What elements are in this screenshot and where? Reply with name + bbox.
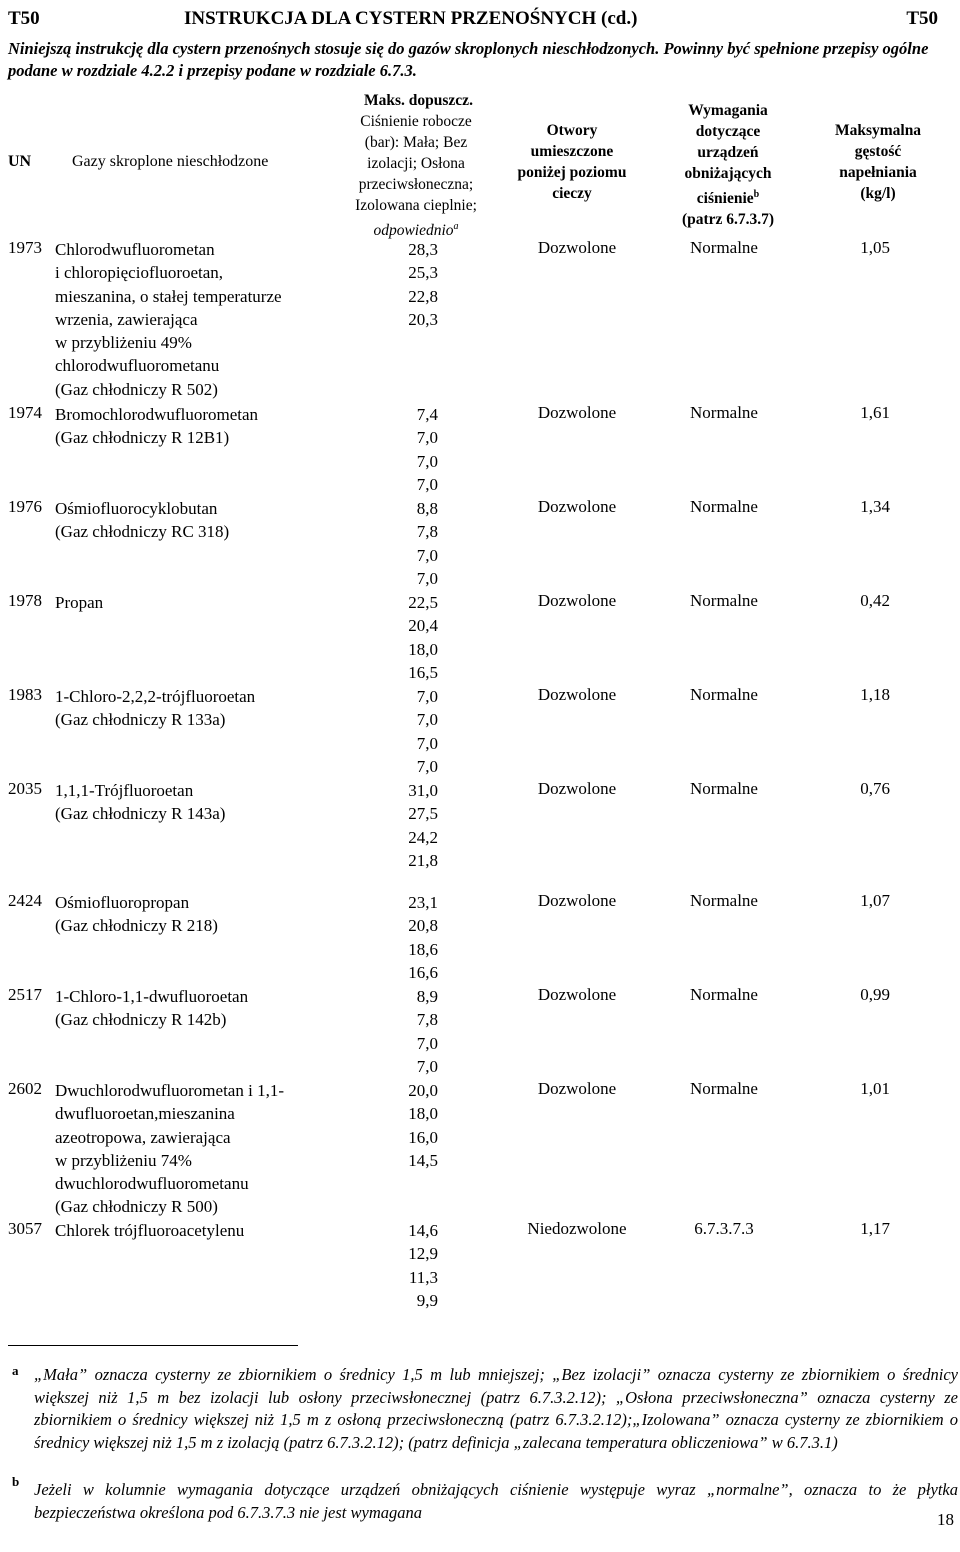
pressure-value: 16,0 bbox=[408, 1127, 438, 1147]
pressure-relief-requirement: Normalne bbox=[690, 497, 758, 516]
pressure-value: 18,0 bbox=[408, 1104, 438, 1124]
pressure-value: 24,2 bbox=[408, 827, 438, 847]
max-filling-density: 1,01 bbox=[860, 1079, 890, 1098]
gas-name-line: 1-Chloro-2,2,2-trójfluoroetan bbox=[55, 687, 256, 706]
pressure-value: 7,4 bbox=[416, 405, 438, 424]
pressure-values bbox=[360, 497, 438, 590]
pressure-header-line: Ciśnienie robocze bbox=[360, 113, 472, 130]
pressure-values bbox=[360, 238, 438, 331]
header-code-right: T50 bbox=[906, 8, 938, 29]
un-number: 2602 bbox=[8, 1079, 42, 1098]
footnote-divider bbox=[8, 1345, 298, 1346]
page-title: INSTRUKCJA DLA CYSTERN PRZENOŚNYCH (cd.) bbox=[184, 8, 638, 29]
openings-value: Dozwolone bbox=[537, 685, 617, 704]
equipment-header-line: obniżających bbox=[684, 165, 772, 182]
gas-name bbox=[55, 685, 255, 732]
pressure-values bbox=[360, 985, 438, 1078]
equipment-header-line bbox=[664, 184, 792, 209]
gas-name-line: w przybliżeniu 74% bbox=[55, 1150, 192, 1170]
intro-paragraph: Niniejszą instrukcję dla cystern przenośnych stosuje się do gazów skroplonych nieschłodzonych. Powinny być spełnione przepisy ogólne podane w rozdziale 4.2.2 i przepisy podane w rozdziale 6.7.3. bbox=[8, 39, 929, 80]
column-header-openings bbox=[508, 120, 636, 204]
gas-name bbox=[55, 238, 282, 401]
footnote-a-mark: a bbox=[12, 1363, 19, 1378]
gas-name bbox=[55, 779, 225, 826]
un-number: 1976 bbox=[8, 497, 42, 516]
gas-name-line: wrzenia, zawierająca bbox=[55, 309, 198, 329]
max-filling-density: 1,07 bbox=[860, 891, 890, 910]
openings-value: Dozwolone bbox=[537, 1079, 617, 1098]
openings-value: Dozwolone bbox=[537, 891, 617, 910]
pressure-values bbox=[360, 779, 438, 872]
pressure-relief-requirement: Normalne bbox=[690, 985, 758, 1004]
column-header-density bbox=[808, 120, 948, 204]
openings-header-line: Otwory bbox=[546, 122, 598, 139]
un-number: 2035 bbox=[8, 779, 42, 798]
pressure-relief-requirement: Normalne bbox=[690, 1079, 758, 1098]
gas-name-line: Bromochlorodwufluorometan bbox=[55, 405, 259, 424]
pressure-relief-requirement: Normalne bbox=[690, 403, 758, 422]
gas-name-line: mieszanina, o stałej temperaturze bbox=[55, 286, 282, 306]
pressure-header-line: przeciwsłoneczna; bbox=[358, 176, 474, 193]
equipment-header-text: ciśnienie bbox=[696, 190, 754, 208]
pressure-value: 7,0 bbox=[416, 687, 438, 706]
pressure-relief-requirement: Normalne bbox=[690, 238, 758, 257]
pressure-value: 14,6 bbox=[408, 1221, 438, 1240]
pressure-value: 20,0 bbox=[408, 1081, 438, 1100]
pressure-value: 7,0 bbox=[416, 568, 438, 588]
gas-name bbox=[55, 1219, 244, 1242]
gas-name bbox=[55, 985, 248, 1032]
pressure-value: 21,8 bbox=[408, 850, 438, 870]
gas-name-line: Ośmiofluorocyklobutan bbox=[55, 499, 218, 518]
column-header-gas: Gazy skroplone nieschłodzone bbox=[72, 153, 269, 170]
pressure-value: 16,6 bbox=[408, 962, 438, 982]
openings-value: Dozwolone bbox=[537, 591, 617, 610]
pressure-header-line: Maks. dopuszcz. bbox=[364, 92, 473, 109]
openings-value: Dozwolone bbox=[537, 238, 617, 257]
gas-name bbox=[55, 497, 229, 544]
pressure-value: 9,9 bbox=[416, 1290, 438, 1310]
pressure-value: 12,9 bbox=[408, 1244, 438, 1264]
gas-name-line: dwufluoroetan,mieszanina bbox=[55, 1104, 235, 1124]
pressure-relief-requirement: Normalne bbox=[690, 591, 758, 610]
footnote-ref-a: a bbox=[453, 221, 459, 232]
gas-name-line: i chloropięciofluoroetan, bbox=[55, 263, 224, 283]
pressure-value: 18,6 bbox=[408, 939, 438, 959]
pressure-value: 7,0 bbox=[416, 474, 438, 494]
openings-header-line: umieszczone bbox=[530, 143, 614, 160]
column-header-un: UN bbox=[8, 153, 32, 170]
gas-name-line: Chlorodwufluorometan bbox=[55, 240, 215, 259]
column-header-pressure bbox=[336, 90, 496, 241]
header-code-left: T50 bbox=[8, 8, 40, 29]
pressure-value: 7,0 bbox=[416, 545, 438, 565]
pressure-value: 16,5 bbox=[408, 662, 438, 682]
gas-name-line: (Gaz chłodniczy R 500) bbox=[55, 1197, 218, 1217]
pressure-values bbox=[360, 891, 438, 984]
pressure-values bbox=[360, 1079, 438, 1172]
footnote-b-mark: b bbox=[12, 1474, 20, 1489]
pressure-value: 7,0 bbox=[416, 756, 438, 776]
density-header-line: napełniania bbox=[839, 164, 917, 181]
pressure-value: 14,5 bbox=[408, 1150, 438, 1170]
un-number: 1978 bbox=[8, 591, 42, 610]
pressure-value: 22,5 bbox=[408, 593, 438, 612]
pressure-value: 25,3 bbox=[408, 263, 438, 283]
pressure-value: 20,8 bbox=[408, 916, 438, 936]
un-number: 1973 bbox=[8, 238, 42, 257]
pressure-value: 28,3 bbox=[408, 240, 438, 259]
gas-name-line: (Gaz chłodniczy R 142b) bbox=[55, 1010, 227, 1030]
gas-name bbox=[55, 403, 258, 450]
equipment-header-line: Wymagania bbox=[688, 102, 768, 119]
pressure-value: 7,0 bbox=[416, 451, 438, 471]
gas-name-line: (Gaz chłodniczy R 502) bbox=[55, 379, 218, 399]
max-filling-density: 1,34 bbox=[860, 497, 890, 516]
pressure-value: 7,0 bbox=[416, 1033, 438, 1053]
pressure-value: 31,0 bbox=[408, 781, 438, 800]
pressure-relief-requirement: 6.7.3.7.3 bbox=[694, 1219, 754, 1238]
pressure-header-line: izolacji; Osłona bbox=[367, 155, 465, 172]
page-number: 18 bbox=[937, 1510, 954, 1529]
gas-name-line: Chlorek trójfluoroacetylenu bbox=[55, 1221, 245, 1240]
openings-value: Dozwolone bbox=[537, 779, 617, 798]
pressure-relief-requirement: Normalne bbox=[690, 779, 758, 798]
pressure-relief-requirement: Normalne bbox=[690, 685, 758, 704]
openings-value: Dozwolone bbox=[537, 403, 617, 422]
openings-value: Dozwolone bbox=[537, 497, 617, 516]
gas-name-line: Ośmiofluoropropan bbox=[55, 893, 190, 912]
pressure-value: 18,0 bbox=[408, 639, 438, 659]
pressure-value: 23,1 bbox=[408, 893, 438, 912]
gas-name-line: Propan bbox=[55, 593, 104, 612]
pressure-value: 20,3 bbox=[408, 309, 438, 329]
openings-value: Dozwolone bbox=[537, 985, 617, 1004]
pressure-values bbox=[360, 1219, 438, 1312]
openings-value: Niedozwolone bbox=[527, 1219, 627, 1238]
pressure-value: 7,0 bbox=[416, 733, 438, 753]
gas-name-line: (Gaz chłodniczy R 143a) bbox=[55, 804, 226, 824]
pressure-value: 11,3 bbox=[408, 1267, 438, 1287]
pressure-value: 8,9 bbox=[416, 987, 438, 1006]
gas-name-line: w przybliżeniu 49% bbox=[55, 333, 192, 353]
max-filling-density: 0,76 bbox=[860, 779, 890, 798]
pressure-value: 8,8 bbox=[416, 499, 438, 518]
pressure-values bbox=[360, 685, 438, 778]
equipment-header-line: urządzeń bbox=[697, 144, 759, 161]
equipment-header-line: dotyczące bbox=[695, 123, 761, 140]
pressure-header-text: odpowiednio bbox=[373, 222, 454, 240]
footnote-b-text: Jeżeli w kolumnie wymagania dotyczące urządzeń obniżających ciśnienie występuje wyraz „normalne”, oznacza to że płytka bezpieczeństwa określona pod 6.7.3.7.3 nie jest wymagana bbox=[34, 1480, 958, 1522]
pressure-value: 7,8 bbox=[416, 1010, 438, 1030]
un-number: 2517 bbox=[8, 985, 42, 1004]
max-filling-density: 1,61 bbox=[860, 403, 890, 422]
gas-name-line: (Gaz chłodniczy R 133a) bbox=[55, 710, 226, 730]
gas-name-line: (Gaz chłodniczy R 12B1) bbox=[55, 428, 230, 448]
pressure-value: 20,4 bbox=[408, 616, 438, 636]
pressure-relief-requirement: Normalne bbox=[690, 891, 758, 910]
pressure-value: 7,0 bbox=[416, 428, 438, 448]
pressure-value: 7,0 bbox=[416, 710, 438, 730]
max-filling-density: 0,99 bbox=[860, 985, 890, 1004]
max-filling-density: 1,17 bbox=[860, 1219, 890, 1238]
un-number: 3057 bbox=[8, 1219, 42, 1238]
gas-name-line: Dwuchlorodwufluorometan i 1,1- bbox=[55, 1081, 284, 1100]
gas-name bbox=[55, 891, 218, 938]
gas-name-line: 1-Chloro-1,1-dwufluoroetan bbox=[55, 987, 249, 1006]
max-filling-density: 1,18 bbox=[860, 685, 890, 704]
footnote-a-text: „Mała” oznacza cysterny ze zbiornikiem o średnicy 1,5 m lub mniejszej; „Bez izolacji” oznacza cysterny ze zbiornikiem o średnicy większej niż 1,5 m bez izolacji lub osłony przeciwsłonecznej (patrz 6.7.3.2.12); „Osłona przeciwsłoneczna” oznacza cysterny ze zbiornikiem o średnicy większej niż 1,5 m z osłoną przeciwsłoneczną (patrz 6.7.3.2.12);„Izolowana” oznacza cysterny ze zbiornikiem o średnicy większej niż 1,5 m z izolacją (patrz 6.7.3.2.12); (patrz definicja „zalecana temperatura obliczeniowa” w 6.7.3.1) bbox=[34, 1365, 958, 1452]
pressure-value: 27,5 bbox=[408, 804, 438, 824]
gas-name-line: (Gaz chłodniczy RC 318) bbox=[55, 522, 230, 542]
gas-name-line: dwuchlorodwufluorometanu bbox=[55, 1174, 249, 1194]
gas-name-line: (Gaz chłodniczy R 218) bbox=[55, 916, 218, 936]
gas-name-line: 1,1,1-Trójfluoroetan bbox=[55, 781, 194, 800]
column-header-equipment bbox=[664, 100, 792, 230]
pressure-values bbox=[360, 403, 438, 496]
gas-name-line: azeotropowa, zawierająca bbox=[55, 1127, 231, 1147]
max-filling-density: 0,42 bbox=[860, 591, 890, 610]
gas-name bbox=[55, 591, 103, 614]
pressure-header-line: (bar): Mała; Bez bbox=[364, 134, 468, 151]
density-header-line: (kg/l) bbox=[860, 185, 896, 202]
pressure-value: 7,0 bbox=[416, 1056, 438, 1076]
pressure-values bbox=[360, 591, 438, 684]
gas-name bbox=[55, 1079, 284, 1219]
density-header-line: Maksymalna bbox=[834, 122, 922, 139]
footnote-ref-b: b bbox=[753, 189, 760, 200]
un-number: 2424 bbox=[8, 891, 42, 910]
max-filling-density: 1,05 bbox=[860, 238, 890, 257]
openings-header-line: poniżej poziomu bbox=[517, 164, 627, 181]
pressure-value: 22,8 bbox=[408, 286, 438, 306]
equipment-header-line: (patrz 6.7.3.7) bbox=[681, 211, 775, 229]
density-header-line: gęstość bbox=[854, 143, 902, 160]
un-number: 1974 bbox=[8, 403, 42, 422]
gas-name-line: chlorodwufluorometanu bbox=[55, 356, 220, 376]
un-number: 1983 bbox=[8, 685, 42, 704]
pressure-value: 7,8 bbox=[416, 522, 438, 542]
pressure-header-line: Izolowana cieplnie; bbox=[355, 197, 477, 214]
openings-header-line: cieczy bbox=[552, 185, 592, 202]
